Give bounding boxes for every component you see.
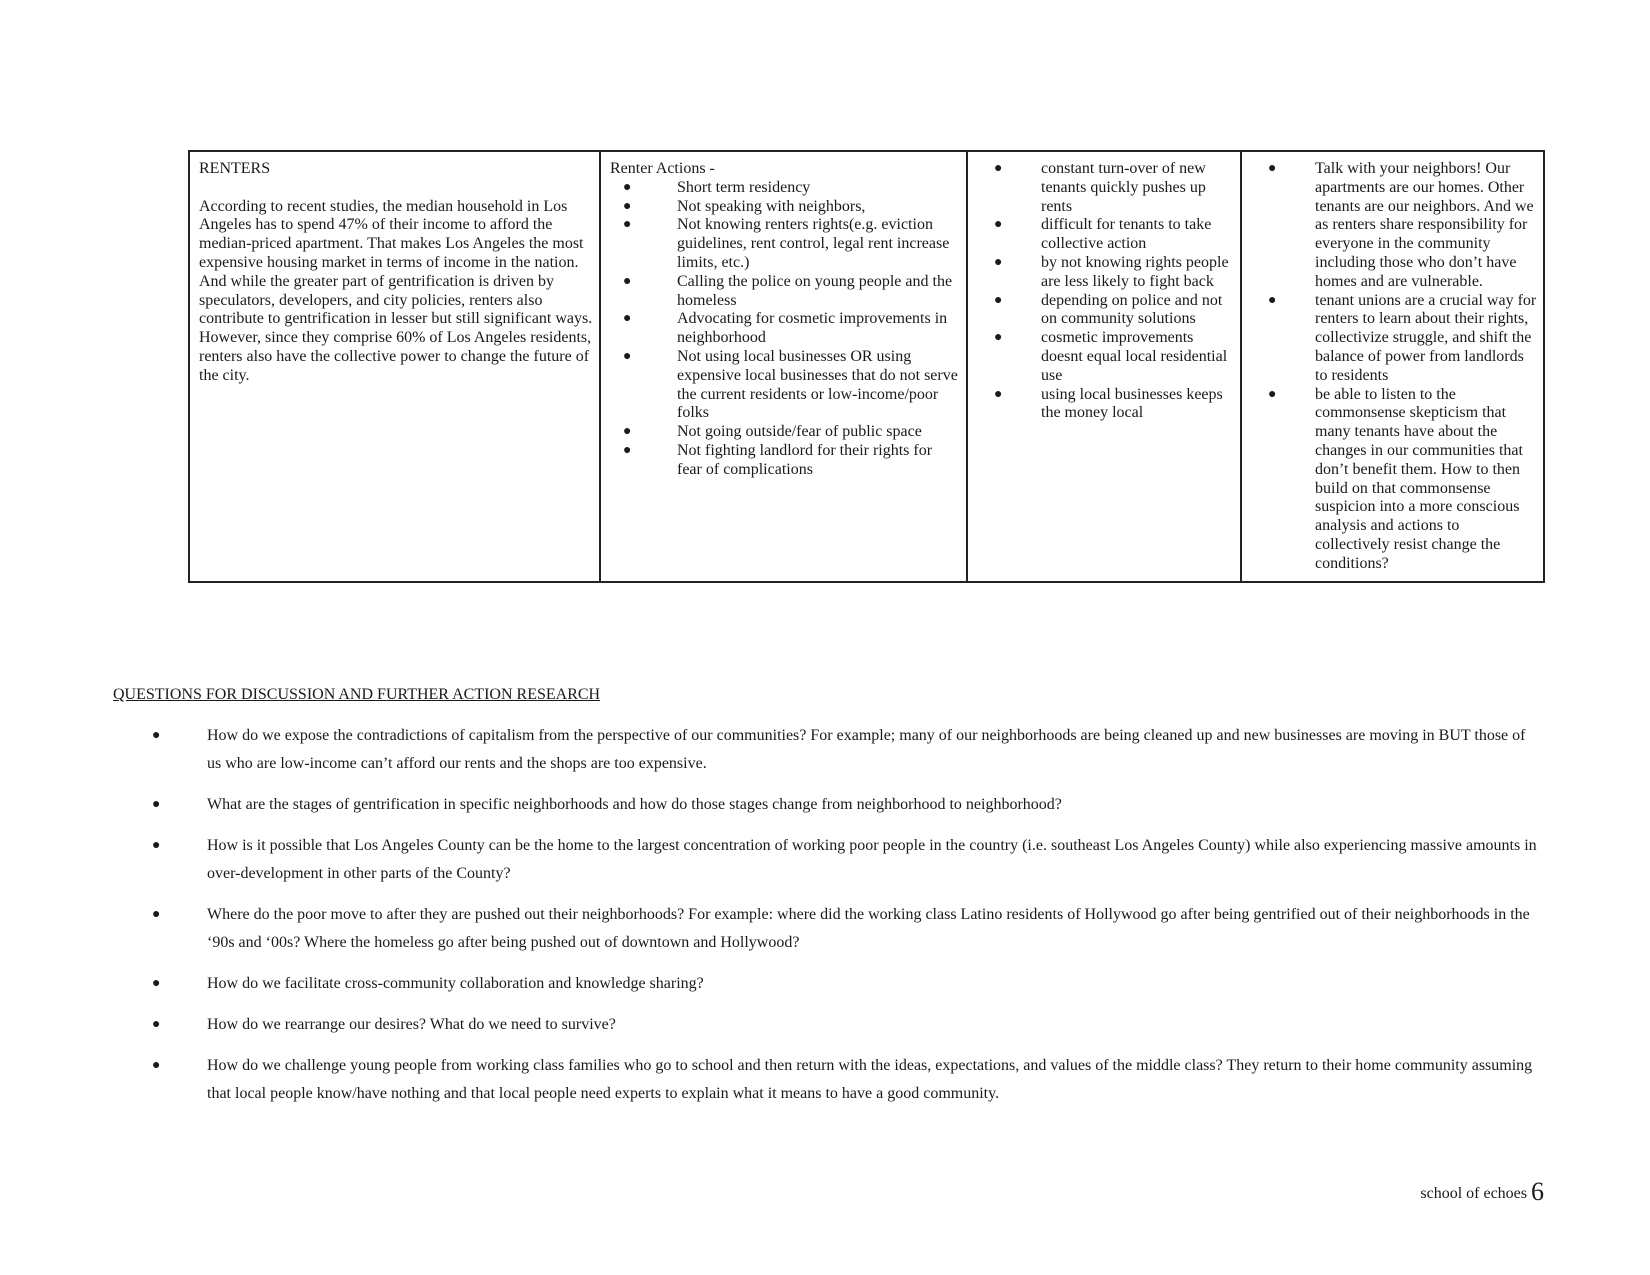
bullet-icon: ●	[994, 217, 1003, 233]
bullet-icon: ●	[152, 1017, 161, 1032]
bullet-icon: ●	[994, 161, 1003, 176]
bullet-icon: ●	[623, 424, 632, 440]
bullet-icon: ●	[152, 838, 161, 853]
list-item: ● Not fighting landlord for their rights for fear of complications	[623, 441, 933, 478]
solutions-cell	[1242, 152, 1543, 581]
list-item: ● Not knowing renters rights(e.g. eviction guidelines, rent control, legal rent increase limits, etc.)	[623, 216, 950, 271]
renter-actions-list	[610, 179, 960, 480]
bullet-icon: ●	[623, 348, 632, 364]
list-item: ● constant turn-over of new tenants quickly pushes up rents	[994, 160, 1206, 215]
list-item: ● What are the stages of gentrification in specific neighborhoods and how do those stages change from neighborhood to neighborhood?	[140, 791, 1540, 819]
bullet-icon: ●	[1268, 292, 1277, 308]
list-item: ● Not going outside/fear of public space	[623, 423, 922, 441]
list-item: ● using local businesses keeps the money local	[994, 385, 1223, 422]
renters-cell	[190, 152, 601, 581]
list-item: ● cosmetic improvements doesnt equal local residential use	[994, 329, 1228, 384]
list-item: ● Calling the police on young people and the homeless	[623, 272, 953, 309]
renters-description: According to recent studies, the median household in Los Angeles has to spend 47% of their income to afford the median-priced apartment. That makes Los Angeles the most expensive housing market in terms of income in the nation. And while the greater part of gentrification is driven by speculators, developers, and city policies, renters also contribute to gentrification in lesser but still significant ways. However, since they comprise 60% of Los Angeles residents, renters also have the collective power to change the future of the city.	[199, 197, 593, 384]
bullet-icon: ●	[623, 179, 632, 195]
page-number: 6	[1531, 1177, 1544, 1206]
bullet-icon: ●	[994, 386, 1003, 402]
list-item: ● How is it possible that Los Angeles County can be the home to the largest concentration of working poor people in the country (i.e. southeast Los Angeles County) while also experiencing massive amounts in over-development in other parts of the County?	[140, 832, 1540, 888]
bullet-icon: ●	[994, 254, 1003, 270]
bullet-icon: ●	[152, 1058, 161, 1073]
list-item: ● How do we facilitate cross-community collaboration and knowledge sharing?	[140, 970, 1540, 998]
list-item: ● be able to listen to the commonsense skepticism that many tenants have about the changes in our communities that don’t benefit them. How to then build on that commonsense suspicion into a more conscious analysis and actions to collectively resist change the conditions?	[1268, 385, 1523, 572]
bullet-icon: ●	[994, 292, 1003, 308]
list-item: ● How do we challenge young people from working class families who go to school and then return with the ideas, expectations, and values of the middle class? They return to their home community assuming that local people know/have nothing and that local people need experts to explain what it means to have a good community.	[140, 1052, 1540, 1108]
bullet-icon: ●	[623, 311, 632, 327]
bullet-icon: ●	[152, 797, 161, 812]
list-item: ● Not using local businesses OR using expensive local businesses that do not serve the current residents or low-income/poor folks	[623, 347, 958, 422]
renters-heading: RENTERS	[199, 160, 271, 177]
bullet-icon: ●	[623, 217, 632, 233]
list-item: ● Not speaking with neighbors,	[623, 197, 866, 215]
bullet-icon: ●	[623, 442, 632, 458]
footer-label: school of echoes	[1420, 1185, 1527, 1202]
list-item: ● How do we expose the contradictions of capitalism from the perspective of our communities? For example; many of our neighborhoods are being cleaned up and new businesses are moving in BUT those of us who are low-income can’t afford our rents and the shops are too expensive.	[140, 722, 1540, 778]
list-item: ● Short term residency	[623, 178, 811, 196]
list-item: ● Where do the poor move to after they are pushed out their neighborhoods? For example: where did the working class Latino residents of Hollywood go after being gentrified out of their neighborhoods in the ‘90s and ‘00s? Where the homeless go after being pushed out of downtown and Hollywood?	[140, 901, 1540, 957]
renter-actions-heading: Renter Actions -	[610, 160, 715, 177]
bullet-icon: ●	[152, 976, 161, 991]
list-item: ● tenant unions are a crucial way for renters to learn about their rights, collectivize struggle, and shift the balance of power from landlords to residents	[1268, 291, 1537, 384]
page-footer	[1420, 1177, 1544, 1207]
renters-table	[188, 150, 1545, 583]
questions-heading: QUESTIONS FOR DISCUSSION AND FURTHER ACTION RESEARCH	[113, 686, 601, 703]
consequences-list	[977, 160, 1234, 423]
list-item: ● Talk with your neighbors! Our apartments are our homes. Other tenants are our neighbors. And we as renters share responsibility for everyone in the community including those who don’t have homes and are vulnerable.	[1268, 160, 1534, 290]
list-item: ● How do we rearrange our desires? What do we need to survive?	[140, 1011, 1540, 1039]
bullet-icon: ●	[152, 728, 161, 743]
questions-list	[140, 722, 1540, 1121]
bullet-icon: ●	[1268, 161, 1277, 176]
list-item: ● Advocating for cosmetic improvements in neighborhood	[623, 310, 948, 347]
list-item: ● difficult for tenants to take collective action	[994, 216, 1212, 253]
list-item: ● by not knowing rights people are less likely to fight back	[994, 253, 1229, 290]
bullet-icon: ●	[1268, 386, 1277, 402]
bullet-icon: ●	[152, 907, 161, 922]
bullet-icon: ●	[623, 273, 632, 289]
renter-actions-cell	[601, 152, 968, 581]
list-item: ● depending on police and not on community solutions	[994, 291, 1223, 328]
solutions-list	[1251, 160, 1537, 574]
bullet-icon: ●	[994, 330, 1003, 346]
bullet-icon: ●	[623, 198, 632, 214]
consequences-cell	[968, 152, 1242, 581]
